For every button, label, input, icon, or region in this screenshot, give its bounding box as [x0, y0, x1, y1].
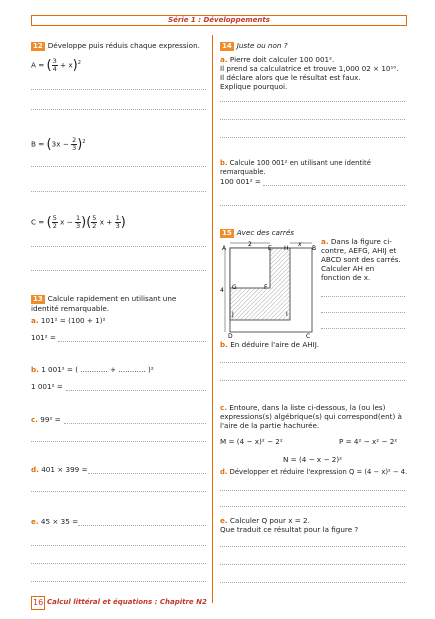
answer-line[interactable] — [220, 490, 405, 491]
label-C: C — [306, 333, 311, 338]
ex15-b-text: En déduire l'aire de AHIJ. — [230, 340, 320, 349]
ex15-c — [220, 403, 405, 430]
ex15-a-text3: ABCD sont des carrés. — [321, 255, 401, 264]
answer-line[interactable] — [321, 328, 405, 329]
ex15-d-text: Développer et réduire l'expression Q = (4 − x)² − 4. — [229, 468, 408, 476]
ex14-a-line1: Pierre doit calculer 100 001². — [229, 55, 335, 64]
answer-line[interactable] — [220, 205, 405, 206]
C-f2-num: 1 — [76, 214, 81, 222]
answer-line[interactable] — [220, 582, 405, 583]
label-B: B — [312, 245, 317, 252]
ex13-e-label: e. — [31, 517, 39, 526]
ex13-c-label: c. — [31, 415, 38, 424]
label-A: A — [222, 245, 227, 252]
label-F: F — [264, 284, 268, 291]
ex13-a-text: 101² = (100 + 1)² — [40, 316, 106, 325]
ex13-instruction: Calcule rapidement en utilisant une identité remarquable. — [31, 294, 177, 313]
ex13-a-line2: 101² = — [31, 333, 56, 342]
chapter-title: Calcul littéral et équations : Chapitre N2 — [47, 598, 207, 606]
C-f1-num: 5 — [52, 214, 57, 222]
ex13-e-text: 45 × 35 = — [40, 517, 79, 526]
ex13-d-label: d. — [31, 465, 39, 474]
ex15-e-text1: Calculer Q pour x = 2. — [229, 516, 310, 525]
expr-N[interactable]: N = (4 − x − 2)² — [283, 455, 343, 464]
ex13-d-text: 401 × 399 = — [41, 465, 88, 474]
ex15-b — [220, 340, 319, 349]
label-2: 2 — [248, 241, 252, 248]
C-f4-num: 1 — [115, 214, 120, 222]
answer-line[interactable] — [31, 166, 206, 167]
ex15-a-text5: fonction de x. — [321, 273, 371, 282]
ex14-b-label: b. — [220, 159, 228, 167]
ex14-a-label: a. — [220, 55, 228, 64]
ex15-a — [321, 237, 405, 282]
label-x: x — [298, 241, 302, 248]
label-J: J — [232, 311, 234, 318]
C-f3-num: 5 — [92, 214, 97, 222]
ex15-a-text1: Dans la figure ci- — [330, 237, 392, 246]
label-D: D — [228, 333, 233, 338]
label-4: 4 — [220, 287, 224, 294]
ex13-c-text: 99² = — [40, 415, 61, 424]
ex13-d — [31, 465, 88, 474]
ex15-c-label: c. — [220, 403, 227, 412]
ex15-c-text2: expressions(s) algébrique(s) qui correspond(ent) à — [220, 412, 402, 421]
ex14-b-text: Calcule 100 001² en utilisant une identité remarquable. — [220, 159, 371, 176]
series-header: Série 1 : Développements — [31, 15, 407, 26]
ex14-title: Juste ou non ? — [236, 41, 288, 50]
ex12-instruction: Développe puis réduis chaque expression. — [47, 41, 200, 50]
B-inner: 3x − — [51, 139, 69, 149]
A-exp: 2 — [77, 60, 81, 67]
answer-line[interactable] — [31, 246, 206, 247]
ex14-badge: 14 — [222, 42, 232, 50]
ex15-a-label: a. — [321, 237, 329, 246]
ex14-b — [220, 159, 410, 177]
square-AEFG — [230, 248, 270, 288]
label-H: H — [284, 245, 289, 252]
A-plus: + x — [60, 60, 73, 70]
expr-C-prefix: C = — [31, 217, 45, 227]
ex14-heading — [220, 41, 288, 51]
ex15-d — [220, 468, 410, 477]
ex15-e-text2: Que traduit ce résultat pour la figure ? — [220, 525, 359, 534]
label-G: G — [232, 284, 237, 291]
expr-M[interactable]: M = (4 − x)² − 2² — [220, 437, 283, 446]
answer-line[interactable] — [220, 119, 405, 120]
C-f4-den: 3 — [115, 222, 120, 230]
ex15-badge: 15 — [222, 229, 232, 237]
B-den: 3 — [72, 144, 77, 152]
column-divider — [212, 35, 213, 603]
expr-A: A = ( $\frac{3}{4}$ + x)$^2$ — [31, 57, 81, 73]
answer-line[interactable] — [31, 581, 206, 582]
answer-line[interactable] — [321, 312, 405, 313]
answer-line[interactable] — [88, 473, 206, 474]
ex13-b-line2: 1 001² = — [31, 382, 63, 391]
ex13-b-text: 1 001² = ( ............ + ............ )² — [41, 365, 154, 374]
C-x2: x + — [99, 217, 113, 227]
expr-A-prefix: A = — [31, 60, 45, 70]
answer-line[interactable] — [220, 101, 405, 102]
B-num: 2 — [72, 136, 77, 144]
ex14-a-line4: Explique pourquoi. — [220, 82, 288, 91]
ex15-heading — [220, 228, 294, 238]
A-den: 4 — [52, 65, 57, 73]
ex14-a-line3: Il déclare alors que le résultat est faux. — [220, 73, 361, 82]
C-f3-den: 2 — [92, 222, 97, 230]
expr-P[interactable]: P = 4² − x² − 2² — [339, 437, 398, 446]
ex14-b-line2: 100 001² = — [220, 177, 261, 186]
ex13-heading — [31, 294, 206, 313]
label-E: E — [268, 245, 272, 252]
C-x1: x − — [60, 217, 73, 227]
ex14-a-line2: Il prend sa calculatrice et trouve 1,000 02 × 10¹⁰. — [220, 64, 399, 73]
ex13-b-label: b. — [31, 365, 39, 374]
answer-line[interactable] — [31, 545, 206, 546]
answer-line[interactable] — [220, 380, 405, 381]
answer-line[interactable] — [66, 390, 206, 391]
answer-line[interactable] — [31, 270, 206, 271]
ex13-c — [31, 415, 61, 424]
ex15-c-text3: l'aire de la partie hachurée. — [220, 421, 320, 430]
ex14-a — [220, 55, 405, 91]
answer-line[interactable] — [321, 296, 405, 297]
page-number: 16 — [33, 598, 44, 607]
ex13-b — [31, 365, 154, 374]
ex13-badge: 13 — [33, 295, 43, 303]
ex15-c-text1: Entoure, dans la liste ci-dessous, la (ou les) — [229, 403, 386, 412]
answer-line[interactable] — [31, 491, 206, 492]
answer-line[interactable] — [31, 109, 206, 110]
label-I: I — [286, 311, 288, 318]
ex15-d-label: d. — [220, 468, 228, 476]
answer-line[interactable] — [31, 563, 206, 564]
ex12-badge: 12 — [33, 42, 43, 50]
answer-line[interactable] — [220, 137, 405, 138]
answer-line[interactable] — [58, 341, 206, 342]
A-num: 3 — [52, 57, 57, 65]
B-exp: 2 — [82, 139, 86, 146]
C-f2-den: 3 — [76, 222, 81, 230]
ex15-e — [220, 516, 405, 534]
answer-line[interactable] — [220, 362, 405, 363]
answer-line[interactable] — [220, 506, 405, 507]
answer-line[interactable] — [220, 564, 405, 565]
answer-line[interactable] — [220, 546, 405, 547]
answer-line[interactable] — [31, 441, 206, 442]
ex15-title: Avec des carrés — [236, 228, 295, 237]
C-f1-den: 2 — [52, 222, 57, 230]
ex15-e-label: e. — [220, 516, 228, 525]
ex12-heading — [31, 41, 206, 51]
squares-figure — [220, 238, 320, 338]
ex13-a — [31, 316, 105, 325]
answer-line[interactable] — [31, 191, 206, 192]
ex15-a-text2: contre, AEFG, AHIJ et — [321, 246, 397, 255]
answer-line[interactable] — [78, 525, 206, 526]
expr-C: C = ( $\frac{5}{2}$ x − $\frac{1}{3}$ )( $\frac{5}{2}$ x + $\frac{1}{3}$ ) — [31, 214, 126, 230]
answer-line[interactable] — [64, 423, 206, 424]
expr-B: B = (3x − $\frac{2}{3}$ )$^2$ — [31, 136, 86, 152]
expr-B-prefix: B = — [31, 139, 45, 149]
ex15-b-label: b. — [220, 340, 228, 349]
ex15-a-text4: Calculer AH en — [321, 264, 375, 273]
answer-line[interactable] — [31, 89, 206, 90]
answer-line[interactable] — [263, 185, 405, 186]
ex13-e — [31, 517, 78, 526]
ex13-a-label: a. — [31, 316, 39, 325]
